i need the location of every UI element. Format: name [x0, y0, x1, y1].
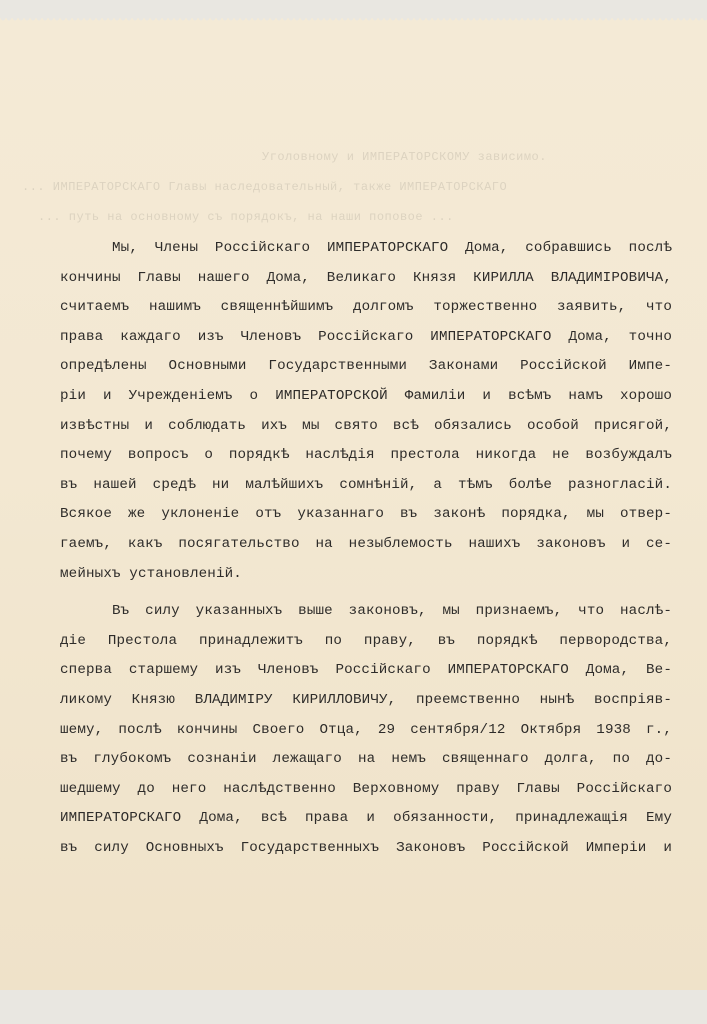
text-line: ликому Князю ВЛАДИМІРУ КИРИЛЛОВИЧУ, преемственно нынѣ воспріяв- — [60, 691, 672, 708]
paragraph-gap — [60, 589, 672, 597]
text-line: въ глубокомъ сознаніи лежащаго на немъ священнаго долга, по до- — [60, 751, 672, 768]
paragraph-1 — [60, 234, 672, 589]
bleed-through-text: Уголовному и ИМПЕРАТОРСКОМУ зависимо. — [262, 150, 547, 164]
text-line: діе Престола принадлежитъ по праву, въ порядкѣ первородства, — [60, 632, 672, 649]
text-line: шедшему до него наслѣдственно Верховному праву Главы Россійскаго — [60, 780, 672, 797]
text-line: гаемъ, какъ посягательство на незыблемость нашихъ законовъ и се- — [60, 535, 672, 552]
paragraph-2 — [60, 597, 672, 863]
text-line: въ нашей средѣ ни малѣйшихъ сомнѣній, а тѣмъ болѣе разногласій. — [60, 476, 672, 493]
text-line: ИМПЕРАТОРСКАГО Дома, всѣ права и обязанности, принадлежащія Ему — [60, 810, 672, 827]
text-line: мейныхъ установленій. — [60, 565, 242, 582]
document-page — [0, 18, 707, 990]
text-line: сперва старшему изъ Членовъ Россійскаго ИМПЕРАТОРСКАГО Дома, Ве- — [60, 662, 672, 679]
text-line: Въ силу указанныхъ выше законовъ, мы признаемъ, что наслѣ- — [112, 603, 672, 620]
text-line: ріи и Учрежденіемъ о ИМПЕРАТОРСКОЙ Фамиліи и всѣмъ намъ хорошо — [60, 387, 672, 404]
text-line: считаемъ нашимъ священнѣйшимъ долгомъ торжественно заявить, что — [60, 299, 672, 316]
text-line: кончины Главы нашего Дома, Великаго Князя КИРИЛЛА ВЛАДИМІРОВИЧА, — [60, 269, 672, 286]
text-line: въ силу Основныхъ Государственныхъ Законовъ Россійской Имперіи и — [60, 839, 672, 856]
text-line: извѣстны и соблюдать ихъ мы свято всѣ обязались особой присягой, — [60, 417, 672, 434]
text-line: Всякое же уклоненіе отъ указаннаго въ законѣ порядка, мы отвер- — [60, 506, 672, 523]
text-line: шему, послѣ кончины Своего Отца, 29 сентября/12 Октября 1938 г., — [60, 721, 672, 738]
text-line: Мы, Члены Россійскаго ИМПЕРАТОРСКАГО Дома, собравшись послѣ — [112, 240, 672, 256]
text-line: опредѣлены Основными Государственными Законами Россійской Импе- — [60, 358, 672, 375]
bleed-through-text: ... ИМПЕРАТОРСКАГО Главы наследовательный, также ИМПЕРАТОРСКАГО — [22, 180, 508, 194]
text-line: права каждаго изъ Членовъ Россійскаго ИМПЕРАТОРСКАГО Дома, точно — [60, 328, 672, 345]
document-body — [60, 234, 672, 863]
text-line: почему вопросъ о порядкѣ наслѣдія престола никогда не возбуждалъ — [60, 447, 672, 464]
bleed-through-text: ... путь на основному съ порядокъ, на наши поповое ... — [38, 210, 454, 224]
